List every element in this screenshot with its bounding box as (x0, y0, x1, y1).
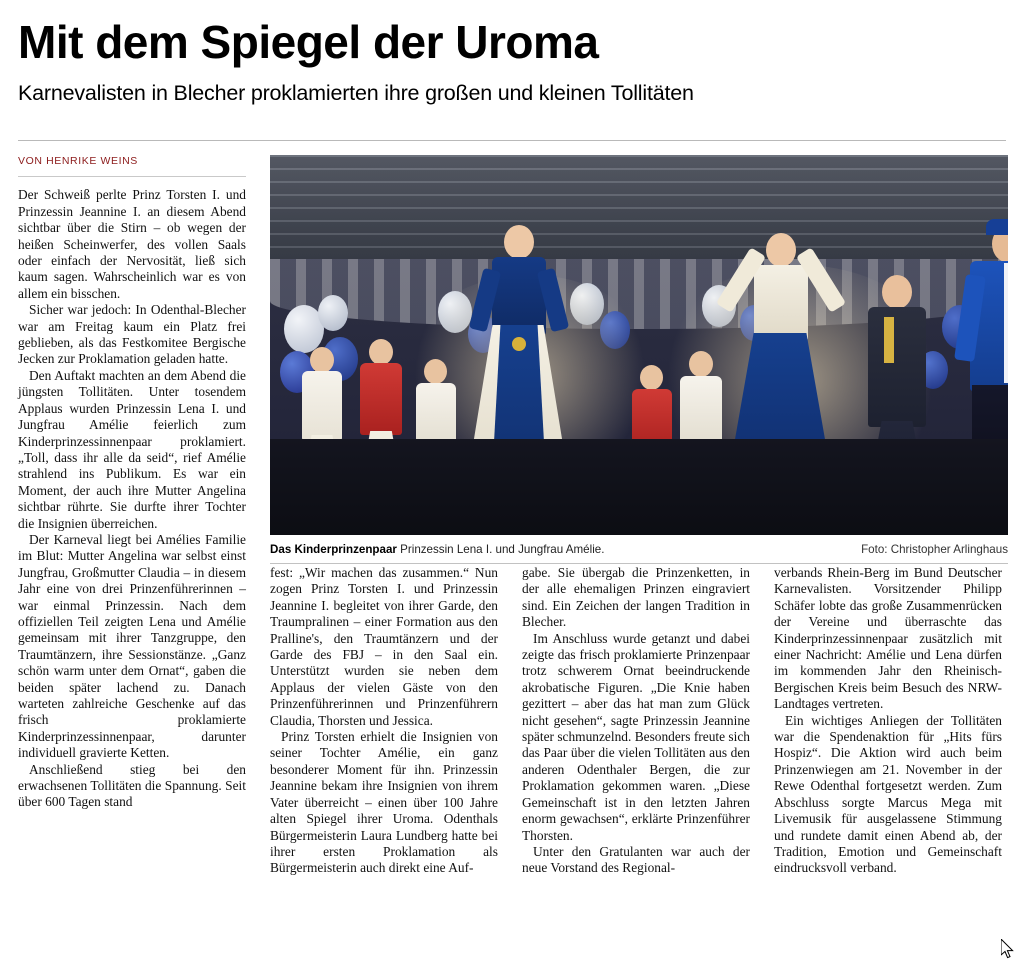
hall-ceiling (270, 155, 1008, 273)
paragraph: verbands Rhein-Berg im Bund Deutscher Karnevalisten. Vorsitzender Philipp Schäfer lobte das große Zusammenrücken der Vereine und überraschte das Kinderprinzessinnenpaar zusätzlich mit einer Nachricht: Amélie und Lena dürfen im kommenden Jahr den Rheinisch-Bergischen Kreis beim Besuch des NRW-Landtages vertreten. (774, 565, 1002, 712)
article-photo (270, 155, 1008, 535)
newspaper-page (0, 16, 1025, 965)
caption-lead: Das Kinderprinzenpaar (270, 543, 397, 556)
paragraph: Der Karneval liegt bei Amélies Familie im Blut: Mutter Angelina war selbst einst Jungfrau, Großmutter Claudia – in diesem Jahr eine von drei Prinzenführerinnen – war einmal Prinzessin. Nach dem offiziellen Teil zeigten Lena und Amélie gemeinsam mit ihrer Tanzgruppe, den Traumtänzern, ihre Sessionstänze. „Ganz schön warm unter dem Ornat“, gaben die beiden später lachend zu. Danach warteten zahlreiche Geschenke auf das frisch proklamierte Kinderprinzessinnenpaar, darunter individuell gravierte Ketten. (18, 531, 246, 761)
column-3 (522, 565, 750, 877)
paragraph: Unter den Gratulanten war auch der neue Vorstand des Regional- (522, 843, 750, 876)
caption-rest: Prinzessin Lena I. und Jungfrau Amélie. (396, 543, 605, 556)
page-title: Mit dem Spiegel der Uroma (18, 16, 599, 68)
paragraph: Anschließend stieg bei den erwachsenen Tollitäten die Spannung. Seit über 600 Tagen stand (18, 761, 246, 810)
paragraph: Im Anschluss wurde getanzt und dabei zeigte das frisch proklamierte Prinzenpaar trotz schwerem Ornat beeindruckende akrobatische Figuren. „Die Knie haben gezittert – aber das hat man zum Glück nicht gesehen“, sagte Prinzessin Jeannine später schmunzelnd. Besonders freute sich das Paar über die vielen Tollitäten aus den anderen Odenthaler Bergen, die zur Proklamation gekommen waren. „Diese Gemeinschaft ist in den letzten Jahren enorm gewachsen“, erklärte Prinzenführer Thorsten. (522, 630, 750, 843)
page-subtitle: Karnevalisten in Blecher proklamierten ihre großen und kleinen Tollitäten (18, 81, 694, 105)
column-1 (18, 149, 246, 811)
column-2 (270, 565, 498, 877)
paragraph: gabe. Sie übergab die Prinzenketten, in der alle ehemaligen Prinzen eingraviert sind. Ein Zeichen der langen Tradition in Blecher. (522, 565, 750, 630)
caption-divider (270, 563, 1008, 564)
header-divider (18, 140, 1006, 141)
photo-caption-text (270, 542, 604, 557)
byline: VON HENRIKE WEINS (18, 155, 138, 167)
mouse-cursor-icon (1001, 939, 1015, 959)
paragraph: Der Schweiß perlte Prinz Torsten I. und Prinzessin Jeannine I. an diesem Abend sichtbar über die Stirn – ob wegen der heißen Scheinwerfer, des vollen Saals oder einfach der Nervosität, ließ sich kaum sagen. Wahrscheinlich war es von allem ein bisschen. (18, 187, 246, 301)
stage-floor (270, 439, 1008, 535)
paragraph: fest: „Wir machen das zusammen.“ Nun zogen Prinz Torsten I. und Prinzessin Jeannine I. begleitet von ihrer Garde, den Traumpralinen – einer Formation aus den Pralline's, den Traumtänzern und der Garde des FBJ – in den Saal ein. Unterstützt wurden sie neben dem Applaus der vielen Gäste von den Prinzenführerinnen und Prinzenführern Claudia, Thorsten und Jessica. (270, 565, 498, 728)
paragraph: Prinz Torsten erhielt die Insignien von seiner Tochter Amélie, ein ganz besonderer Moment für ihn. Prinzessin Jeannine bekam ihre Insignien von ihrem Vater überreicht – einen über 100 Jahre alten Spiegel ihrer Uroma. Odenthals Bürgermeisterin Laura Lundberg hatte bei ihrer ersten Proklamation als Bürgermeisterin auch direkt eine Auf- (270, 729, 498, 876)
byline-divider (18, 176, 246, 177)
photo-caption (270, 542, 1008, 557)
paragraph: Sicher war jedoch: In Odenthal-Blecher war am Freitag kaum ein Platz frei geblieben, als das Festkomitee Bergische Jecken zur Proklamation geladen hatte. (18, 302, 246, 367)
column-4 (774, 565, 1002, 877)
paragraph: Den Auftakt machten an dem Abend die jüngsten Tollitäten. Unter tosendem Applaus wurden Prinzessin Lena I. und Jungfrau Amélie feierlich zum Kinderprinzessinnenpaar proklamiert. „Toll, dass ihr alle da seid“, rief Amélie strahlend ins Publikum. Es war ein Moment, der auch ihre Mutter Angelina sichtbar rührte. Sie durfte ihrer Tochter die Insignien überreichen. (18, 367, 246, 531)
column-1-text (18, 187, 246, 810)
photo-block (270, 155, 1008, 564)
photo-credit: Foto: Christopher Arlinghaus (861, 543, 1008, 556)
paragraph: Ein wichtiges Anliegen der Tollitäten war die Spendenaktion für „Hits fürs Hospiz“. Die Aktion wird auch beim Prinzenwiegen am 21. November in der Rewe Odenthal fortgesetzt werden. Zum Abschluss sorgte Marcus Mega mit Livemusik für ausgelassene Stimmung und rundete damit einen Abend ab, der Tradition, Emotion und Gemeinschaft eindrucksvoll verband. (774, 712, 1002, 876)
balloon (318, 295, 348, 331)
